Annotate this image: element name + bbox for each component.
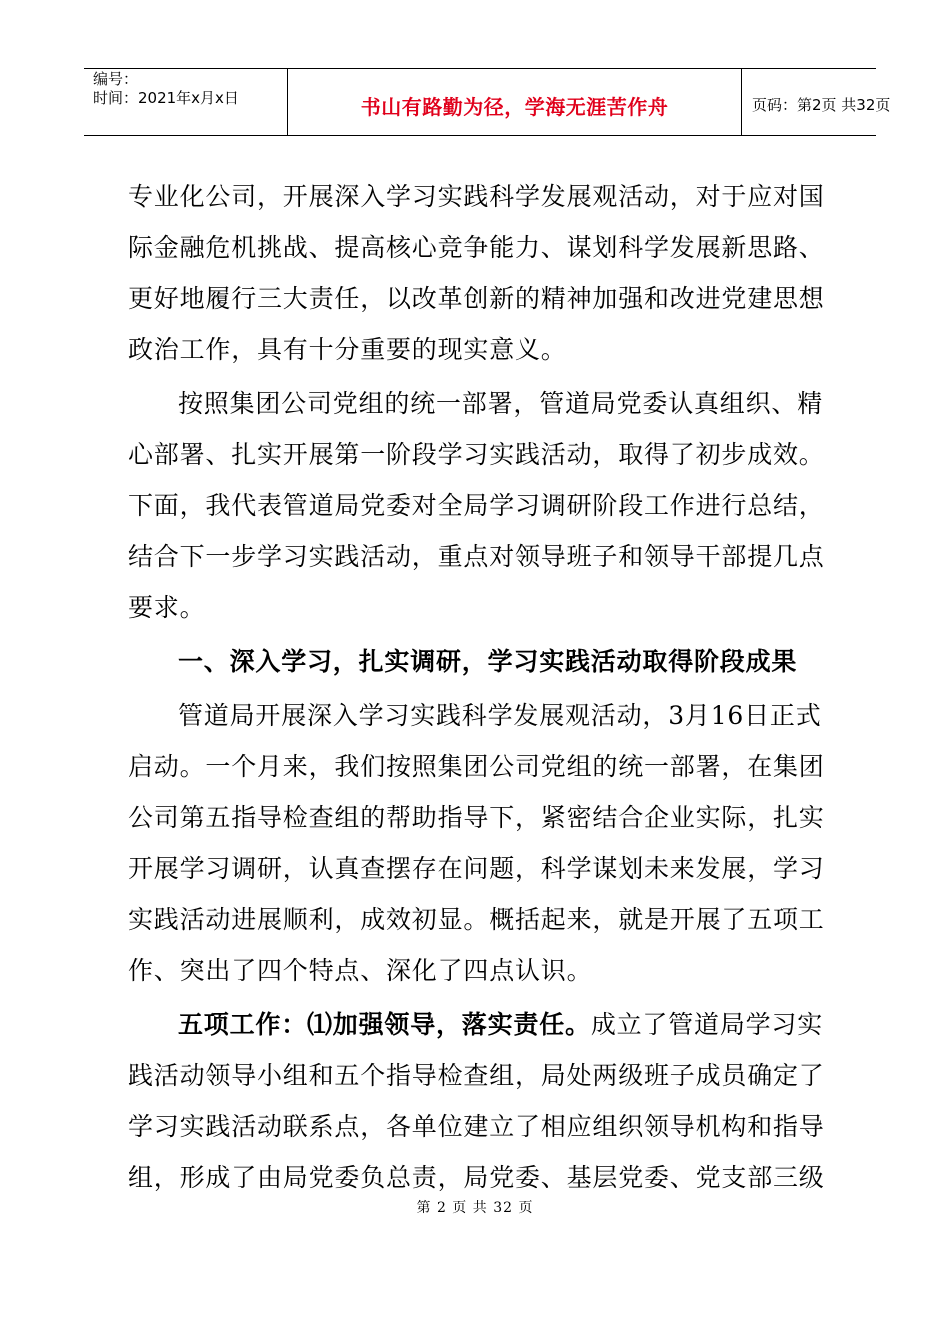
paragraph-line: 实践活动进展顺利，成效初显。概括起来，就是开展了五项工 bbox=[128, 905, 825, 934]
header-motto: 书山有路勤为径，学海无涯苦作舟 bbox=[360, 95, 669, 119]
paragraph-line: 学习实践活动联系点，各单位建立了相应组织领导机构和指导 bbox=[128, 1112, 825, 1141]
paragraph-line: 下面，我代表管道局党委对全局学习调研阶段工作进行总结， bbox=[128, 491, 825, 520]
paragraph-line: 践活动领导小组和五个指导检查组，局处两级班子成员确定了 bbox=[128, 1061, 825, 1090]
paragraph-line: 政治工作，具有十分重要的现实意义。 bbox=[128, 335, 567, 364]
paragraph-line: 按照集团公司党组的统一部署，管道局党委认真组织、精 bbox=[178, 389, 824, 418]
paragraph-line: 公司第五指导检查组的帮助指导下，紧密结合企业实际，扎实 bbox=[128, 803, 825, 832]
paragraph-line: 专业化公司，开展深入学习实践科学发展观活动，对于应对国 bbox=[128, 182, 825, 211]
document-body bbox=[128, 171, 832, 1203]
document-code-label: 编号： bbox=[93, 70, 139, 88]
header-page-cell bbox=[742, 69, 891, 135]
page-footer: 第 2 页 共 32 页 bbox=[416, 1200, 534, 1216]
header-page-number: 页码：第2页 共32页 bbox=[752, 96, 891, 114]
paragraph-line: 要求。 bbox=[128, 593, 206, 622]
paragraph-line: 更好地履行三大责任，以改革创新的精神加强和改进党建思想 bbox=[128, 284, 825, 313]
inline-bold-lead: 五项工作：⑴加强领导，落实责任。 bbox=[178, 1010, 591, 1039]
paragraph-line: 结合下一步学习实践活动，重点对领导班子和领导干部提几点 bbox=[128, 542, 825, 571]
paragraph-line bbox=[128, 999, 832, 1050]
paragraph-line: 启动。一个月来，我们按照集团公司党组的统一部署，在集团 bbox=[128, 752, 825, 781]
header-motto-cell bbox=[287, 69, 742, 135]
section-heading: 一、深入学习，扎实调研，学习实践活动取得阶段成果 bbox=[178, 647, 798, 676]
paragraph-line: 作、突出了四个特点、深化了四点认识。 bbox=[128, 956, 593, 985]
paragraph-line: 开展学习调研，认真查摆存在问题，科学谋划未来发展，学习 bbox=[128, 854, 825, 883]
paragraph-line: 管道局开展深入学习实践科学发展观活动，3月16日正式 bbox=[178, 701, 822, 730]
page-header bbox=[84, 68, 891, 136]
paragraph-line: 组，形成了由局党委负总责，局党委、基层党委、党支部三级 bbox=[128, 1163, 825, 1192]
inline-lead-rest: 成立了管道局学习实 bbox=[590, 1010, 824, 1039]
paragraph-line: 际金融危机挑战、提高核心竞争能力、谋划科学发展新思路、 bbox=[128, 233, 825, 262]
paragraph-line: 心部署、扎实开展第一阶段学习实践活动，取得了初步成效。 bbox=[128, 440, 825, 469]
document-time-label: 时间：2021年x月x日 bbox=[93, 89, 239, 107]
header-meta-cell bbox=[84, 69, 287, 135]
